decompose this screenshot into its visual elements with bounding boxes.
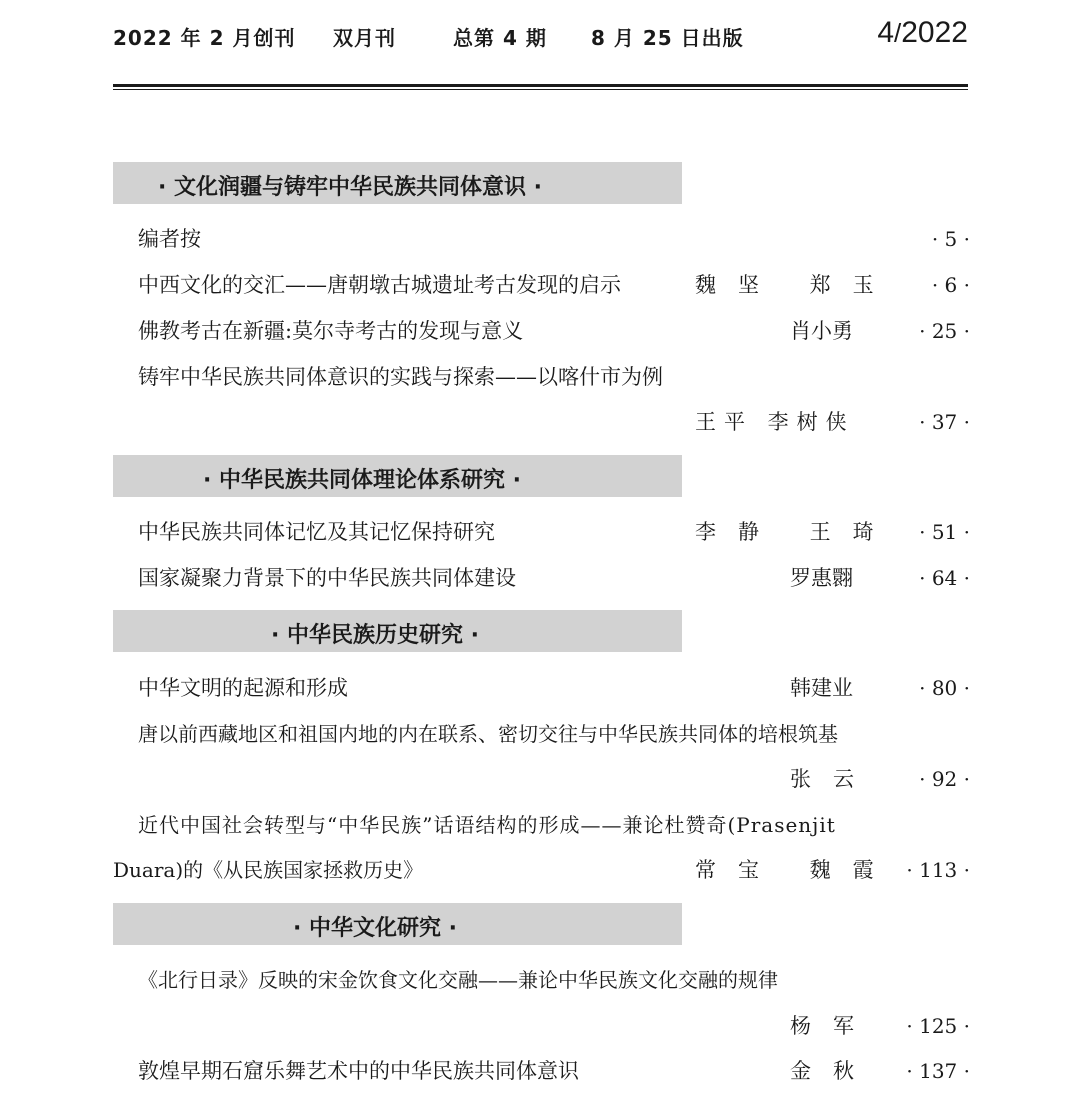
toc-entry-page: · 51 · xyxy=(919,520,970,544)
section-heading xyxy=(113,610,682,652)
publication-frequency: 双月刊 xyxy=(333,26,396,50)
toc-entry-title[interactable]: 中西文化的交汇——唐朝墩古城遗址考古发现的启示 xyxy=(138,273,621,297)
section-heading xyxy=(113,455,682,497)
founded-date: 2022 年 2 月创刊 xyxy=(113,26,296,50)
issue-slash: / xyxy=(894,18,902,48)
masthead xyxy=(113,16,968,56)
section-heading xyxy=(113,903,682,945)
publish-date: 8 月 25 日出版 xyxy=(591,26,744,50)
toc-entry-title[interactable]: 近代中国社会转型与“中华民族”话语结构的形成——兼论杜赞奇(Prasenjit xyxy=(138,813,836,837)
issue-total: 总第 4 期 xyxy=(453,26,547,50)
toc-entry-title[interactable]: 佛教考古在新疆:莫尔寺考古的发现与意义 xyxy=(138,319,524,343)
section-title: · 中华民族历史研究 · xyxy=(271,623,480,648)
toc-entry-page: · 5 · xyxy=(931,227,970,251)
toc-entry-page: · 64 · xyxy=(919,566,970,590)
header-rule-thick xyxy=(113,84,968,87)
issue-label xyxy=(877,16,968,50)
toc-entry-title[interactable]: 《北行日录》反映的宋金饮食文化交融——兼论中华民族文化交融的规律 xyxy=(138,968,778,992)
toc-entry-author: 金秋 xyxy=(790,1059,876,1083)
header-rule-thin xyxy=(113,89,968,90)
toc-entry-author: 王平 李树侠 xyxy=(695,410,855,434)
toc-entry-author: 常宝 魏霞 xyxy=(695,858,896,882)
toc-entry-title[interactable]: 中华民族共同体记忆及其记忆保持研究 xyxy=(138,520,495,544)
toc-entry-page: · 137 · xyxy=(906,1059,970,1083)
section-title: · 中华文化研究 · xyxy=(293,916,458,941)
toc-entry-author: 李静 王琦 xyxy=(695,520,896,544)
toc-entry-page: · 80 · xyxy=(919,676,970,700)
toc-entry-author: 杨军 xyxy=(790,1014,876,1038)
toc-entry-title[interactable]: 编者按 xyxy=(138,227,201,251)
toc-entry-author: 罗惠翾 xyxy=(790,566,853,590)
section-title: · 文化润疆与铸牢中华民族共同体意识 · xyxy=(158,175,543,200)
toc-entry-title[interactable]: 敦煌早期石窟乐舞艺术中的中华民族共同体意识 xyxy=(138,1059,579,1083)
toc-entry-page: · 25 · xyxy=(919,319,970,343)
toc-entry-page: · 37 · xyxy=(919,410,970,434)
toc-entry-author: 魏坚 郑玉 xyxy=(695,273,896,297)
toc-entry-page: · 6 · xyxy=(931,273,970,297)
toc-entry-title[interactable]: 国家凝聚力背景下的中华民族共同体建设 xyxy=(138,566,516,590)
toc-entry-title-continued[interactable]: Duara)的《从民族国家拯救历史》 xyxy=(113,858,424,882)
issue-number: 4 xyxy=(877,16,895,49)
section-heading xyxy=(113,162,682,204)
section-title: · 中华民族共同体理论体系研究 · xyxy=(203,468,522,493)
toc-entry-author: 张云 xyxy=(790,767,876,791)
toc-entry-title[interactable]: 中华文明的起源和形成 xyxy=(138,676,348,700)
toc-entry-page: · 125 · xyxy=(906,1014,970,1038)
toc-entry-page: · 113 · xyxy=(906,858,970,882)
toc-entry-author: 肖小勇 xyxy=(790,319,853,343)
toc-entry-title[interactable]: 唐以前西藏地区和祖国内地的内在联系、密切交往与中华民族共同体的培根筑基 xyxy=(138,722,838,746)
toc-entry-title[interactable]: 铸牢中华民族共同体意识的实践与探索——以喀什市为例 xyxy=(138,365,663,389)
toc-entry-author: 韩建业 xyxy=(790,676,853,700)
toc-entry-page: · 92 · xyxy=(919,767,970,791)
issue-year: 2022 xyxy=(901,16,968,49)
